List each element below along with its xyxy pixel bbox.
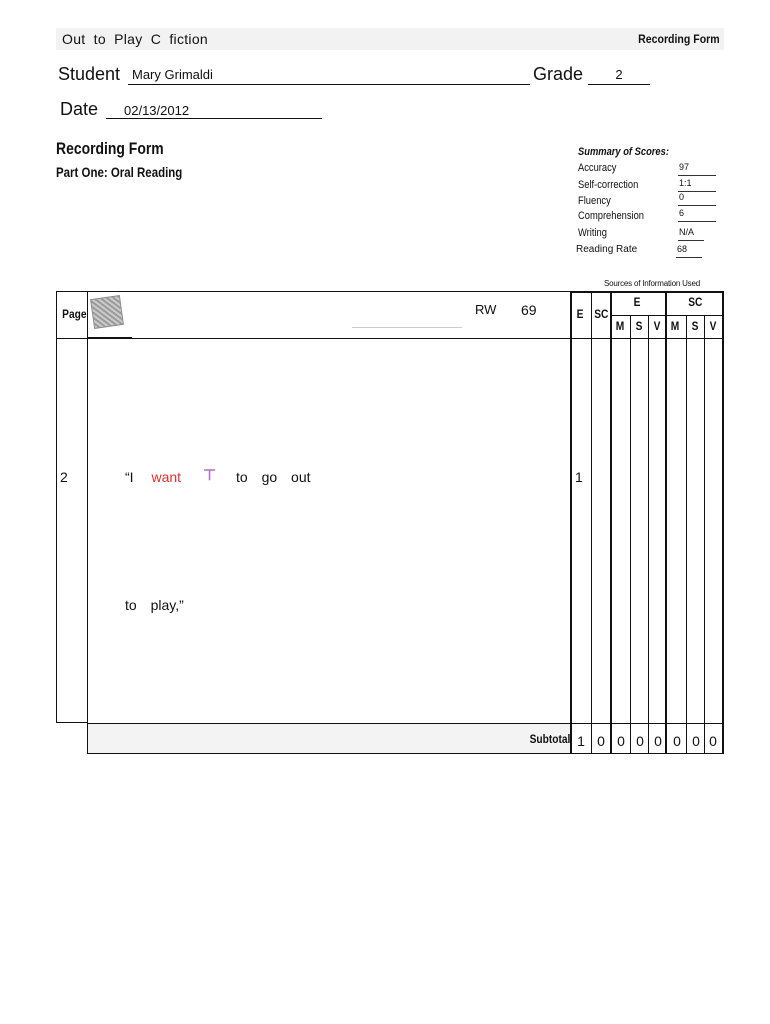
e-visual-header: V: [653, 319, 661, 333]
text-line-1-rest: to go out: [236, 469, 311, 485]
subtotal-band: [88, 724, 570, 753]
sc-structure-header: S: [691, 319, 699, 333]
table-border: [87, 753, 724, 754]
subtotal-label: Subtotal: [529, 732, 571, 746]
page-col-header: Page: [62, 307, 87, 321]
comprehension-value[interactable]: 6: [678, 208, 716, 222]
running-words-value: 69: [521, 302, 537, 318]
row-error-count[interactable]: 1: [575, 469, 583, 485]
table-border: [56, 291, 572, 292]
text-word: “I: [125, 469, 134, 485]
table-border: [572, 291, 724, 293]
section-subtitle: Part One: Oral Reading: [56, 164, 183, 180]
table-border: [56, 291, 57, 723]
date-field[interactable]: 02/13/2012: [106, 103, 322, 119]
page-number: 2: [60, 469, 68, 485]
table-border: [610, 315, 724, 316]
book-thumbnail-icon: [90, 295, 124, 329]
subtotal-sc: 0: [597, 733, 605, 749]
accuracy-value[interactable]: 97: [678, 162, 716, 176]
student-field[interactable]: Mary Grimaldi: [128, 67, 530, 85]
table-border: [570, 291, 572, 754]
table-border: [87, 291, 88, 754]
sources-caption: Sources of Information Used: [604, 279, 700, 288]
book-title: Out to Play C fiction: [62, 31, 209, 47]
sc-sources-header: SC: [688, 295, 703, 309]
table-border: [704, 315, 705, 754]
summary-row-writing: Writing N/A: [578, 225, 718, 241]
summary-title: Summary of Scores:: [578, 146, 669, 158]
reading-rate-value[interactable]: 68: [676, 244, 702, 258]
e-col-header: E: [576, 307, 584, 321]
writing-value[interactable]: N/A: [678, 227, 704, 241]
subtotal-e-s: 0: [636, 733, 644, 749]
form-tag: Recording Form: [638, 32, 720, 46]
table-header-rule: [56, 338, 724, 339]
subtotal-e-m: 0: [617, 733, 625, 749]
fluency-value[interactable]: 0: [678, 192, 716, 206]
self-correction-value[interactable]: 1:1: [678, 178, 716, 192]
date-label: Date: [60, 99, 99, 119]
header-rule: [88, 337, 132, 338]
table-border: [610, 291, 612, 754]
table-border: [686, 315, 687, 754]
subtotal-e: 1: [577, 733, 585, 749]
sc-meaning-header: M: [670, 319, 680, 333]
table-border: [591, 291, 592, 754]
header-rule: [352, 327, 462, 328]
summary-row-reading-rate: Reading Rate 68: [576, 242, 716, 258]
e-meaning-header: M: [615, 319, 625, 333]
table-border: [665, 291, 667, 754]
summary-of-scores: [576, 146, 718, 255]
running-words-label: RW: [475, 302, 497, 317]
summary-row-self-correction: Self-correction 1:1: [578, 177, 718, 193]
table-border: [630, 315, 631, 754]
subtotal-e-v: 0: [654, 733, 662, 749]
summary-row-fluency: Fluency 0: [578, 192, 718, 208]
summary-row-comprehension: Comprehension 6: [578, 208, 718, 224]
grade-field[interactable]: 2: [588, 67, 650, 85]
grade-label: Grade: [533, 64, 584, 84]
table-border: [648, 315, 649, 754]
summary-row-accuracy: Accuracy 97: [578, 160, 718, 176]
e-sources-header: E: [633, 295, 641, 309]
e-structure-header: S: [635, 319, 643, 333]
subtotal-sc-s: 0: [692, 733, 700, 749]
subtotal-sc-v: 0: [709, 733, 717, 749]
omission-mark-icon: ⊤: [203, 467, 217, 484]
subtotal-sc-m: 0: [673, 733, 681, 749]
text-line-1: [125, 469, 181, 485]
error-word: want: [151, 469, 182, 485]
sc-visual-header: V: [709, 319, 717, 333]
section-title: Recording Form: [56, 139, 164, 158]
text-line-2: to play,”: [125, 597, 184, 613]
sc-col-header: SC: [594, 307, 609, 321]
oral-reading-table: [56, 291, 724, 754]
table-border: [56, 722, 88, 723]
table-border: [722, 291, 724, 754]
student-label: Student: [58, 64, 121, 84]
